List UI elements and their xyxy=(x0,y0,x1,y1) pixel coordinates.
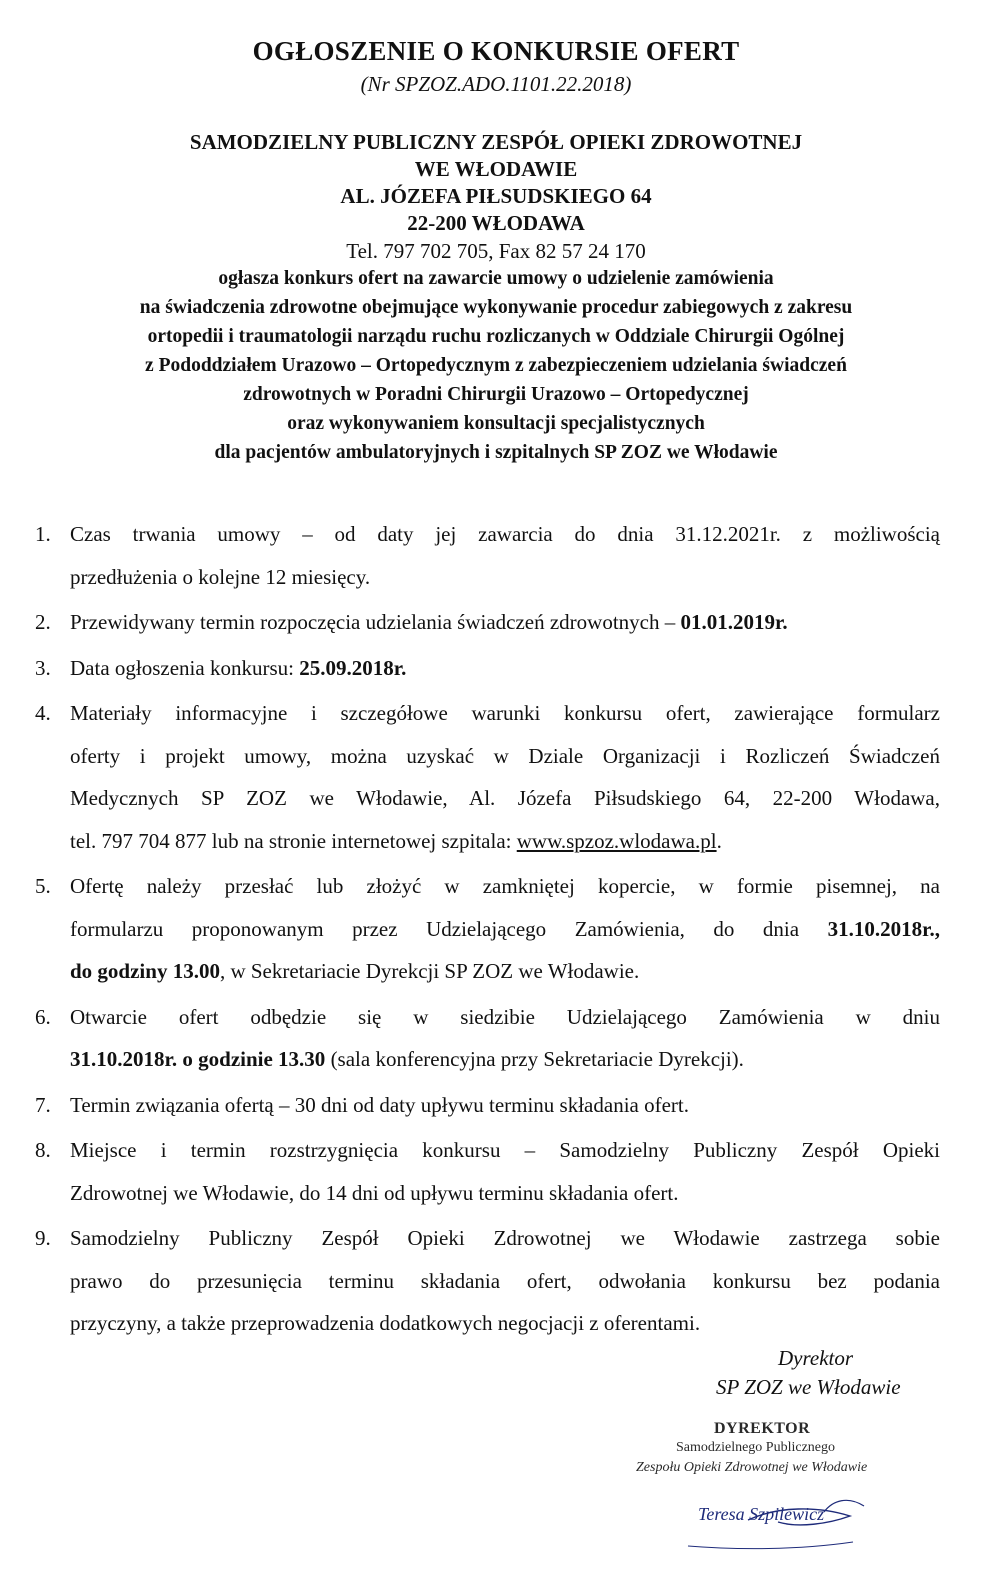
list-item-number: 4. xyxy=(35,701,51,725)
description-line: na świadczenia zdrowotne obejmujące wykonywanie procedur zabiegowych z zakresu xyxy=(139,297,853,318)
signature-role: Dyrektor xyxy=(778,1346,854,1370)
org-city-line: WE WŁODAWIE xyxy=(414,157,578,181)
director-stamp xyxy=(628,1420,918,1555)
org-address-line: AL. JÓZEFA PIŁSUDSKIEGO 64 xyxy=(340,184,652,208)
list-item-line xyxy=(70,1005,940,1030)
description-line: dla pacjentów ambulatoryjnych i szpitalnych SP ZOZ we Włodawie xyxy=(214,442,778,463)
list-item-line xyxy=(70,744,940,769)
list-item-line xyxy=(70,917,940,942)
text-segment: Ofertę należy przesłać lub złożyć w zamkniętej kopercie, w formie pisemnej, na xyxy=(70,874,940,898)
document-title: OGŁOSZENIE O KONKURSIE OFERT xyxy=(252,36,740,66)
description-line: oraz wykonywaniem konsultacji specjalistycznych xyxy=(287,413,705,434)
list-item-line xyxy=(70,1093,689,1118)
list-item-number: 2. xyxy=(35,610,51,634)
text-segment: 25.09.2018r. xyxy=(299,655,407,680)
list-item-number: 5. xyxy=(35,874,51,898)
list-item-number: 8. xyxy=(35,1138,51,1162)
text-segment: Materiały informacyjne i szczegółowe warunki konkursu ofert, zawierające formularz xyxy=(70,701,940,725)
list-item-line xyxy=(70,1181,678,1206)
text-segment: (sala konferencyjna przy Sekretariacie Dyrekcji). xyxy=(325,1047,744,1071)
list-item-number: 1. xyxy=(35,522,51,546)
list-item-line xyxy=(70,1311,700,1336)
description-line: zdrowotnych w Poradni Chirurgii Urazowo – Ortopedycznej xyxy=(243,384,749,405)
document-number: (Nr SPZOZ.ADO.1101.22.2018) xyxy=(360,72,632,96)
org-name-line: SAMODZIELNY PUBLICZNY ZESPÓŁ OPIEKI ZDROWOTNEJ xyxy=(189,130,803,154)
text-segment: przyczyny, a także przeprowadzenia dodatkowych negocjacji z oferentami. xyxy=(70,1311,701,1335)
list-item-line xyxy=(70,656,406,681)
text-segment: 01.01.2019r. xyxy=(680,610,788,634)
text-segment: Samodzielny Publiczny Zespół Opieki Zdrowotnej we Włodawie zastrzega sobie xyxy=(70,1226,940,1250)
text-segment: . xyxy=(716,828,722,853)
list-item-number: 7. xyxy=(35,1092,51,1117)
text-segment: Data ogłoszenia konkursu: xyxy=(70,655,300,680)
text-segment: Miejsce i termin rozstrzygnięcia konkursu – Samodzielny Publiczny Zespół Opieki xyxy=(70,1138,940,1162)
list-item-line xyxy=(70,565,370,590)
stamp-line: Samodzielnego Publicznego xyxy=(676,1440,836,1455)
stamp-name: Teresa Szpilewicz xyxy=(698,1504,825,1524)
list-item-number: 9. xyxy=(35,1226,51,1250)
list-item-line xyxy=(70,1269,940,1294)
text-segment: oferty i projekt umowy, można uzyskać w Dziale Organizacji i Rozliczeń Świadczeń xyxy=(70,743,940,768)
text-segment: przedłużenia o kolejne 12 miesięcy. xyxy=(70,564,371,589)
description-line: z Pododdziałem Urazowo – Ortopedycznym z zabezpieczeniem udzielania świadczeń xyxy=(145,355,847,376)
list-item-line xyxy=(70,1226,940,1251)
list-item-number: 3. xyxy=(35,655,51,680)
list-item-line xyxy=(70,786,940,811)
list-item-line xyxy=(70,701,940,726)
text-segment: , w Sekretariacie Dyrekcji SP ZOZ we Włodawie. xyxy=(219,959,640,983)
list-item-line xyxy=(70,1138,940,1163)
text-segment: Zdrowotnej we Włodawie, do 14 dni od upływu terminu składania ofert. xyxy=(70,1180,679,1205)
list-item-line xyxy=(70,959,639,984)
text-segment: Czas trwania umowy – od daty jej zawarcia do dnia 31.12.2021r. z możliwością xyxy=(70,522,940,546)
text-segment: 31.10.2018r., xyxy=(827,916,940,941)
website-link[interactable]: www.spzoz.wlodawa.pl xyxy=(516,828,717,853)
text-segment: tel. 797 704 877 lub na stronie internetowej szpitala: xyxy=(70,828,517,853)
description-line: ortopedii i traumatologii narządu ruchu rozliczanych w Oddziale Chirurgii Ogólnej xyxy=(147,326,845,347)
list-item-line xyxy=(70,829,722,854)
list-item-line xyxy=(70,874,940,899)
text-segment: formularzu proponowanym przez Udzielającego Zamówienia, do dnia xyxy=(70,916,828,941)
stamp-line: Zespołu Opieki Zdrowotnej we Włodawie xyxy=(636,1460,868,1475)
list-item-line xyxy=(70,610,788,635)
text-segment: Przewidywany termin rozpoczęcia udzielania świadczeń zdrowotnych – xyxy=(70,610,681,634)
text-segment: 31.10.2018r. o godzinie 13.30 xyxy=(70,1047,326,1071)
description-line: ogłasza konkurs ofert na zawarcie umowy o udzielenie zamówienia xyxy=(218,268,774,289)
list-item-number: 6. xyxy=(35,1004,51,1029)
list-item-line xyxy=(70,1047,744,1072)
list-item-line xyxy=(70,522,940,547)
org-contact: Tel. 797 702 705, Fax 82 57 24 170 xyxy=(346,239,646,263)
org-postcode-line: 22-200 WŁODAWA xyxy=(407,211,585,235)
text-segment: do godziny 13.00 xyxy=(70,959,220,983)
text-segment: Termin związania ofertą – 30 dni od daty upływu terminu składania ofert. xyxy=(70,1092,689,1117)
text-segment: Medycznych SP ZOZ we Włodawie, Al. Józefa Piłsudskiego 64, 22-200 Włodawa, xyxy=(70,786,940,810)
stamp-title: DYREKTOR xyxy=(714,1420,811,1437)
signature-unit: SP ZOZ we Włodawie xyxy=(716,1375,901,1399)
text-segment: prawo do przesunięcia terminu składania ofert, odwołania konkursu bez podania xyxy=(70,1268,940,1293)
text-segment: Otwarcie ofert odbędzie się w siedzibie Udzielającego Zamówienia w dniu xyxy=(70,1004,940,1029)
